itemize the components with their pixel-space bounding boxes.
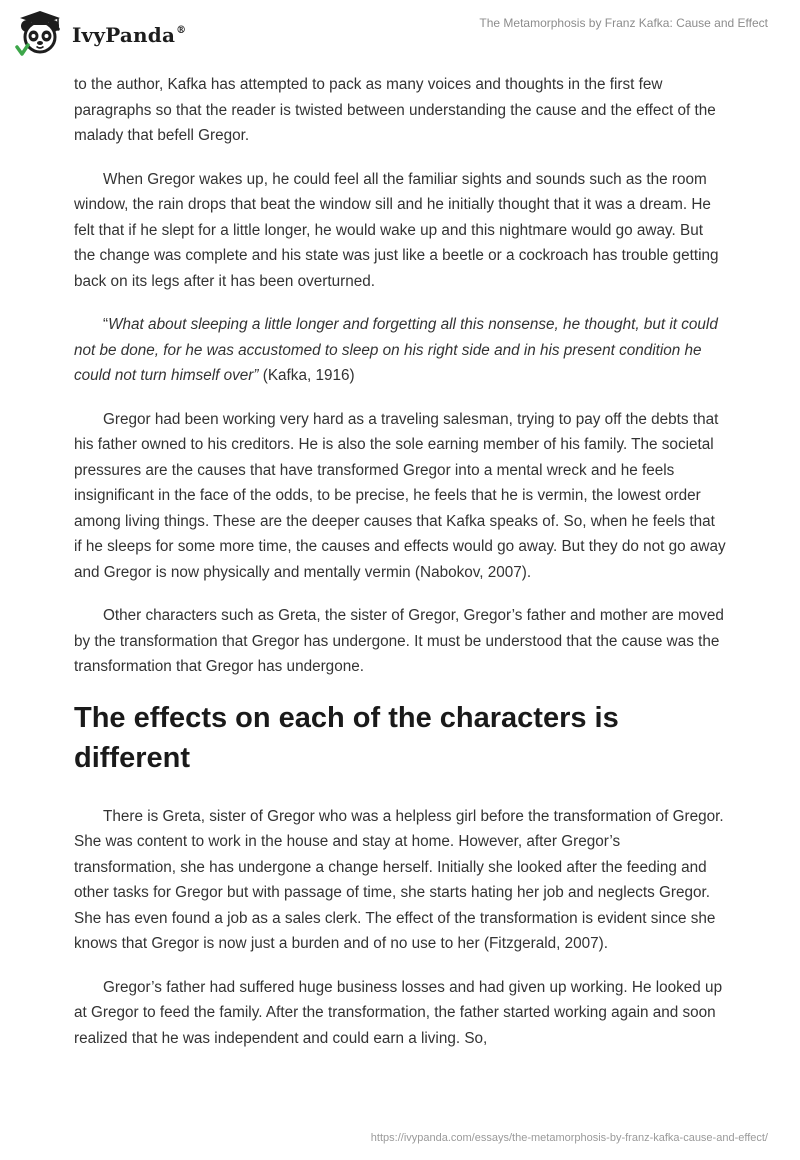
ivypanda-logo[interactable] <box>14 7 186 59</box>
document-title: The Metamorphosis by Franz Kafka: Cause and Effect <box>479 16 768 30</box>
paragraph-wake-up: When Gregor wakes up, he could feel all the familiar sights and sounds such as the room window, the rain drops that beat the window sill and he initially thought that it was a dream. He felt that if he slept for a little longer, he would wake up and this nightmare would go away. But the change was complete and his state was just like a beetle or a cockroach has trouble getting back on its legs after it has been overturned. <box>74 170 719 290</box>
paragraph-other-characters: Other characters such as Greta, the sister of Gregor, Gregor’s father and mother are moved by the transformation that Gregor has undergone. It must be understood that the cause was the transformation that Gregor has undergone. <box>74 607 724 675</box>
essay-content <box>74 72 726 1069</box>
paragraph-greta: There is Greta, sister of Gregor who was a helpless girl before the transformation of Gregor. She was content to work in the house and stay at home. However, after Gregor’s transformation, she has undergone a change herself. Initially she looked after the feeding and other tasks for Gregor but with passage of time, she starts hating her job and neglects Gregor. She has even found a job as a sales clerk. The effect of the transformation is evident since she knows that Gregor is now just a burden and of no use to her (Fitzgerald, 2007). <box>74 807 724 952</box>
registered-mark: ® <box>176 25 187 36</box>
paragraph-continued: to the author, Kafka has attempted to pack as many voices and thoughts in the first few paragraphs so that the reader is twisted between understanding the cause and the effect of the malady that befell Gregor. <box>74 76 716 144</box>
brand-name <box>72 23 186 47</box>
brand-text: IvyPanda <box>72 23 176 47</box>
panda-graduate-icon <box>14 7 66 59</box>
source-url[interactable]: https://ivypanda.com/essays/the-metamorphosis-by-franz-kafka-cause-and-effect/ <box>370 1132 768 1144</box>
paragraph-salesman: Gregor had been working very hard as a traveling salesman, trying to pay off the debts that his father owned to his creditors. He is also the sole earning member of his family. The societal pressures are the causes that have transformed Gregor into a mental wreck and he feels insignificant in the face of the odds, to be precise, he feels that he is vermin, the lowest order among living things. These are the deeper causes that Kafka speaks of. So, when he feels that if he sleeps for some more time, the causes and effects would go away. But they do not go away and Gregor is now physically and mentally vermin (Nabokov, 2007). <box>74 410 726 581</box>
kafka-quote: What about sleeping a little longer and forgetting all this nonsense, he thought, but it could not be done, for he was accustomed to sleep on his right side and in his present condition he could not turn himself over” <box>74 316 718 384</box>
paragraph-father: Gregor’s father had suffered huge business losses and had given up working. He looked up at Gregor to feed the family. After the transformation, the father started working again and soon realized that he was independent and could earn a living. So, <box>74 978 723 1047</box>
page-header <box>0 0 800 66</box>
quote-paragraph <box>74 312 726 389</box>
quote-open-mark: “ <box>103 316 109 333</box>
section-heading: The effects on each of the characters is different <box>74 701 619 774</box>
quote-citation: (Kafka, 1916) <box>258 367 355 384</box>
